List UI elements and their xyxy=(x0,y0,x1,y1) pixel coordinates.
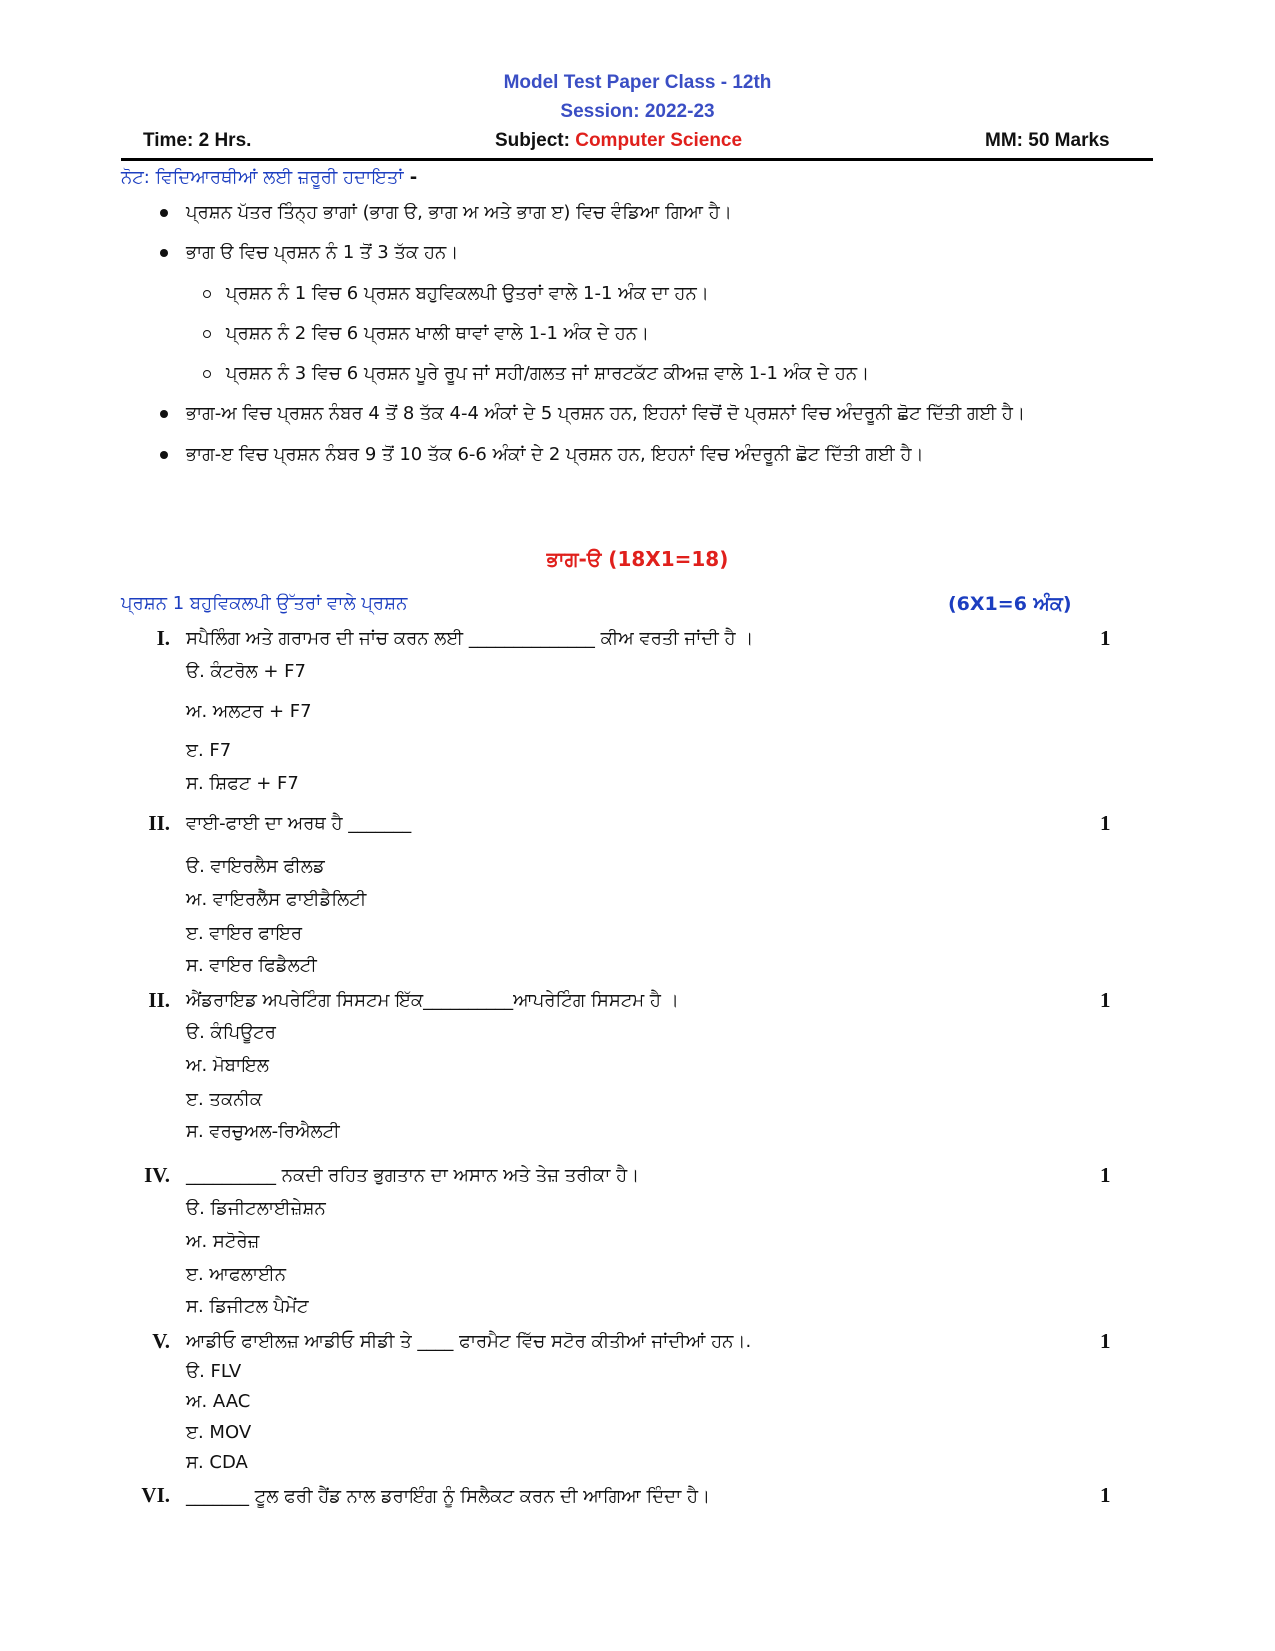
note-heading xyxy=(121,167,417,188)
question-text: ਵਾਈ-ਫਾਈ ਦਾ ਅਰਥ ਹੈ _______ xyxy=(186,813,412,834)
option: ੲ. ਵਾਇਰ ਫਾਇਰ xyxy=(186,923,303,944)
option: ੳ. ਕੰਟਰੋਲ + F7 xyxy=(186,661,306,682)
sub-bullet-icon xyxy=(203,290,211,298)
bullet-icon xyxy=(160,249,168,257)
option: ਅ. ਅਲਟਰ + F7 xyxy=(186,701,312,722)
bullet-icon xyxy=(160,410,168,418)
option: ਸ. CDA xyxy=(186,1452,248,1473)
question-group-heading: ਪ੍ਰਸ਼ਨ 1 ਬਹੁਵਿਕਲਪੀ ਉੱਤਰਾਂ ਵਾਲੇ ਪ੍ਰਸ਼ਨ xyxy=(121,593,408,614)
question-text: __________ ਨਕਦੀ ਰਹਿਤ ਭੁਗਤਾਨ ਦਾ ਅਸਾਨ ਅਤੇ ਤੇਜ਼ ਤਰੀਕਾ ਹੈ। xyxy=(186,1165,640,1186)
sub-bullet-icon xyxy=(203,330,211,338)
instruction-subitem: ਪ੍ਰਸ਼ਨ ਨੰ 1 ਵਿਚ 6 ਪ੍ਰਸ਼ਨ ਬਹੁਵਿਕਲਪੀ ਉਤਰਾਂ ਵਾਲੇ 1-1 ਅੰਕ ਦਾ ਹਨ। xyxy=(226,283,709,304)
sub-bullet-icon xyxy=(203,370,211,378)
bullet-icon xyxy=(160,451,168,459)
question-marks: 1 xyxy=(1100,1163,1111,1187)
question-number: II. xyxy=(148,811,170,835)
question-number: IV. xyxy=(144,1163,170,1187)
question-number: V. xyxy=(152,1329,170,1353)
header-divider xyxy=(121,158,1153,161)
subject-prefix: Subject: xyxy=(495,130,576,151)
max-marks-label: MM: 50 Marks xyxy=(985,130,1110,151)
option: ੳ. ਵਾਇਰਲੈਸ ਫੀਲਡ xyxy=(186,856,325,877)
option: ਸ. ਡਿਜੀਟਲ ਪੈਮੇਂਟ xyxy=(186,1296,309,1317)
subject-value: Computer Science xyxy=(575,130,743,151)
option: ੲ. F7 xyxy=(186,740,232,761)
paper-title: Model Test Paper Class - 12th xyxy=(503,72,772,93)
option: ੳ. ਡਿਜੀਟਲਾਈਜ਼ੇਸ਼ਨ xyxy=(186,1198,326,1219)
question-text: ਐਂਡਰਾਇਡ ਅਪਰੇਟਿੰਗ ਸਿਸਟਮ ਇੱਕ__________ਆਪਰੇਟਿੰਗ ਸਿਸਟਮ ਹੈ । xyxy=(186,990,679,1011)
instruction-item: ਭਾਗ ੳ ਵਿਚ ਪ੍ਰਸ਼ਨ ਨੰ 1 ਤੋਂ 3 ਤੱਕ ਹਨ। xyxy=(186,242,459,263)
option: ਅ. AAC xyxy=(186,1391,251,1412)
question-text: ਆਡੀਓ ਫਾਈਲਜ਼ ਆਡੀਓ ਸੀਡੀ ਤੇ ____ ਫਾਰਮੈਟ ਵਿੱਚ ਸਟੋਰ ਕੀਤੀਆਂ ਜਾਂਦੀਆਂ ਹਨ।. xyxy=(186,1331,752,1352)
instruction-subitem: ਪ੍ਰਸ਼ਨ ਨੰ 2 ਵਿਚ 6 ਪ੍ਰਸ਼ਨ ਖਾਲੀ ਥਾਵਾਂ ਵਾਲੇ 1-1 ਅੰਕ ਦੇ ਹਨ। xyxy=(226,323,650,344)
option: ੲ. MOV xyxy=(186,1422,252,1443)
option: ਅ. ਵਾਇਰਲੈੱਸ ਫਾਈਡੈਲਿਟੀ xyxy=(186,889,367,910)
question-marks: 1 xyxy=(1100,1329,1111,1353)
option: ਅ. ਸਟੋਰੇਜ਼ xyxy=(186,1231,260,1252)
option: ੳ. ਕੰਪਿਊਟਰ xyxy=(186,1022,276,1043)
instruction-item: ਭਾਗ-ਅ ਵਿਚ ਪ੍ਰਸ਼ਨ ਨੰਬਰ 4 ਤੋਂ 8 ਤੱਕ 4-4 ਅੰਕਾਂ ਦੇ 5 ਪ੍ਰਸ਼ਨ ਹਨ, ਇਹਨਾਂ ਵਿਚੋਂ ਦੋ ਪ੍ਰਸ਼ਨਾਂ ਵਿਚ ਅੰਦਰੂਨੀ ਛੋਟ ਦਿੱਤੀ ਗਈ ਹੈ। xyxy=(186,403,1026,424)
question-number: II. xyxy=(148,988,170,1012)
question-group-marks: (6X1=6 ਅੰਕ) xyxy=(948,593,1072,615)
instruction-item: ਪ੍ਰਸ਼ਨ ਪੱਤਰ ਤਿੰਨ੍ਹ ਭਾਗਾਂ (ਭਾਗ ੳ, ਭਾਗ ਅ ਅਤੇ ਭਾਗ ੲ) ਵਿਚ ਵੰਡਿਆ ਗਿਆ ਹੈ। xyxy=(186,202,732,223)
subject-label xyxy=(495,130,742,152)
bullet-icon xyxy=(160,209,168,217)
option: ੳ. FLV xyxy=(186,1361,242,1382)
question-text: _______ ਟੂਲ ਫਰੀ ਹੈਂਡ ਨਾਲ ਡਰਾਇੰਗ ਨੂੰ ਸਿਲੈਕਟ ਕਰਨ ਦੀ ਆਗਿਆ ਦਿੰਦਾ ਹੈ। xyxy=(186,1486,711,1507)
question-text: ਸਪੈਲਿੰਗ ਅਤੇ ਗਰਾਮਰ ਦੀ ਜਾਂਚ ਕਰਨ ਲਈ ______________ ਕੀਅ ਵਰਤੀ ਜਾਂਦੀ ਹੈ । xyxy=(186,628,754,649)
option: ਅ. ਮੋਬਾਇਲ xyxy=(186,1055,269,1076)
note-dash: - xyxy=(403,167,418,188)
question-marks: 1 xyxy=(1100,1483,1111,1507)
question-marks: 1 xyxy=(1100,988,1111,1012)
question-marks: 1 xyxy=(1100,626,1111,650)
session-label: Session: 2022-23 xyxy=(560,101,715,122)
question-marks: 1 xyxy=(1100,811,1111,835)
time-label: Time: 2 Hrs. xyxy=(143,130,252,151)
section-heading: ਭਾਗ-ੳ (18X1=18) xyxy=(546,547,729,571)
instruction-item: ਭਾਗ-ੲ ਵਿਚ ਪ੍ਰਸ਼ਨ ਨੰਬਰ 9 ਤੋਂ 10 ਤੱਕ 6-6 ਅੰਕਾਂ ਦੇ 2 ਪ੍ਰਸ਼ਨ ਹਨ, ਇਹਨਾਂ ਵਿਚ ਅੰਦਰੂਨੀ ਛੋਟ ਦਿੱਤੀ ਗਈ ਹੈ। xyxy=(186,444,924,465)
option: ੲ. ਤਕਨੀਕ xyxy=(186,1089,263,1110)
note-label: ਨੋਟ: ਵਿਦਿਆਰਥੀਆਂ ਲਈ ਜ਼ਰੂਰੀ ਹਦਾਇਤਾਂ xyxy=(121,167,404,188)
question-number: VI. xyxy=(141,1483,170,1507)
option: ੲ. ਆਫਲਾਈਨ xyxy=(186,1264,287,1285)
option: ਸ. ਵਾਇਰ ਫਿਡੈਲਟੀ xyxy=(186,955,317,976)
instruction-subitem: ਪ੍ਰਸ਼ਨ ਨੰ 3 ਵਿਚ 6 ਪ੍ਰਸ਼ਨ ਪੂਰੇ ਰੂਪ ਜਾਂ ਸਹੀ/ਗਲਤ ਜਾਂ ਸ਼ਾਰਟਕੱਟ ਕੀਅਜ਼ ਵਾਲੇ 1-1 ਅੰਕ ਦੇ ਹਨ। xyxy=(226,363,870,384)
option: ਸ. ਵਰਚੁਅਲ-ਰਿਐਲਟੀ xyxy=(186,1121,340,1142)
question-number: I. xyxy=(156,626,170,650)
option: ਸ. ਸ਼ਿਫਟ + F7 xyxy=(186,773,299,794)
